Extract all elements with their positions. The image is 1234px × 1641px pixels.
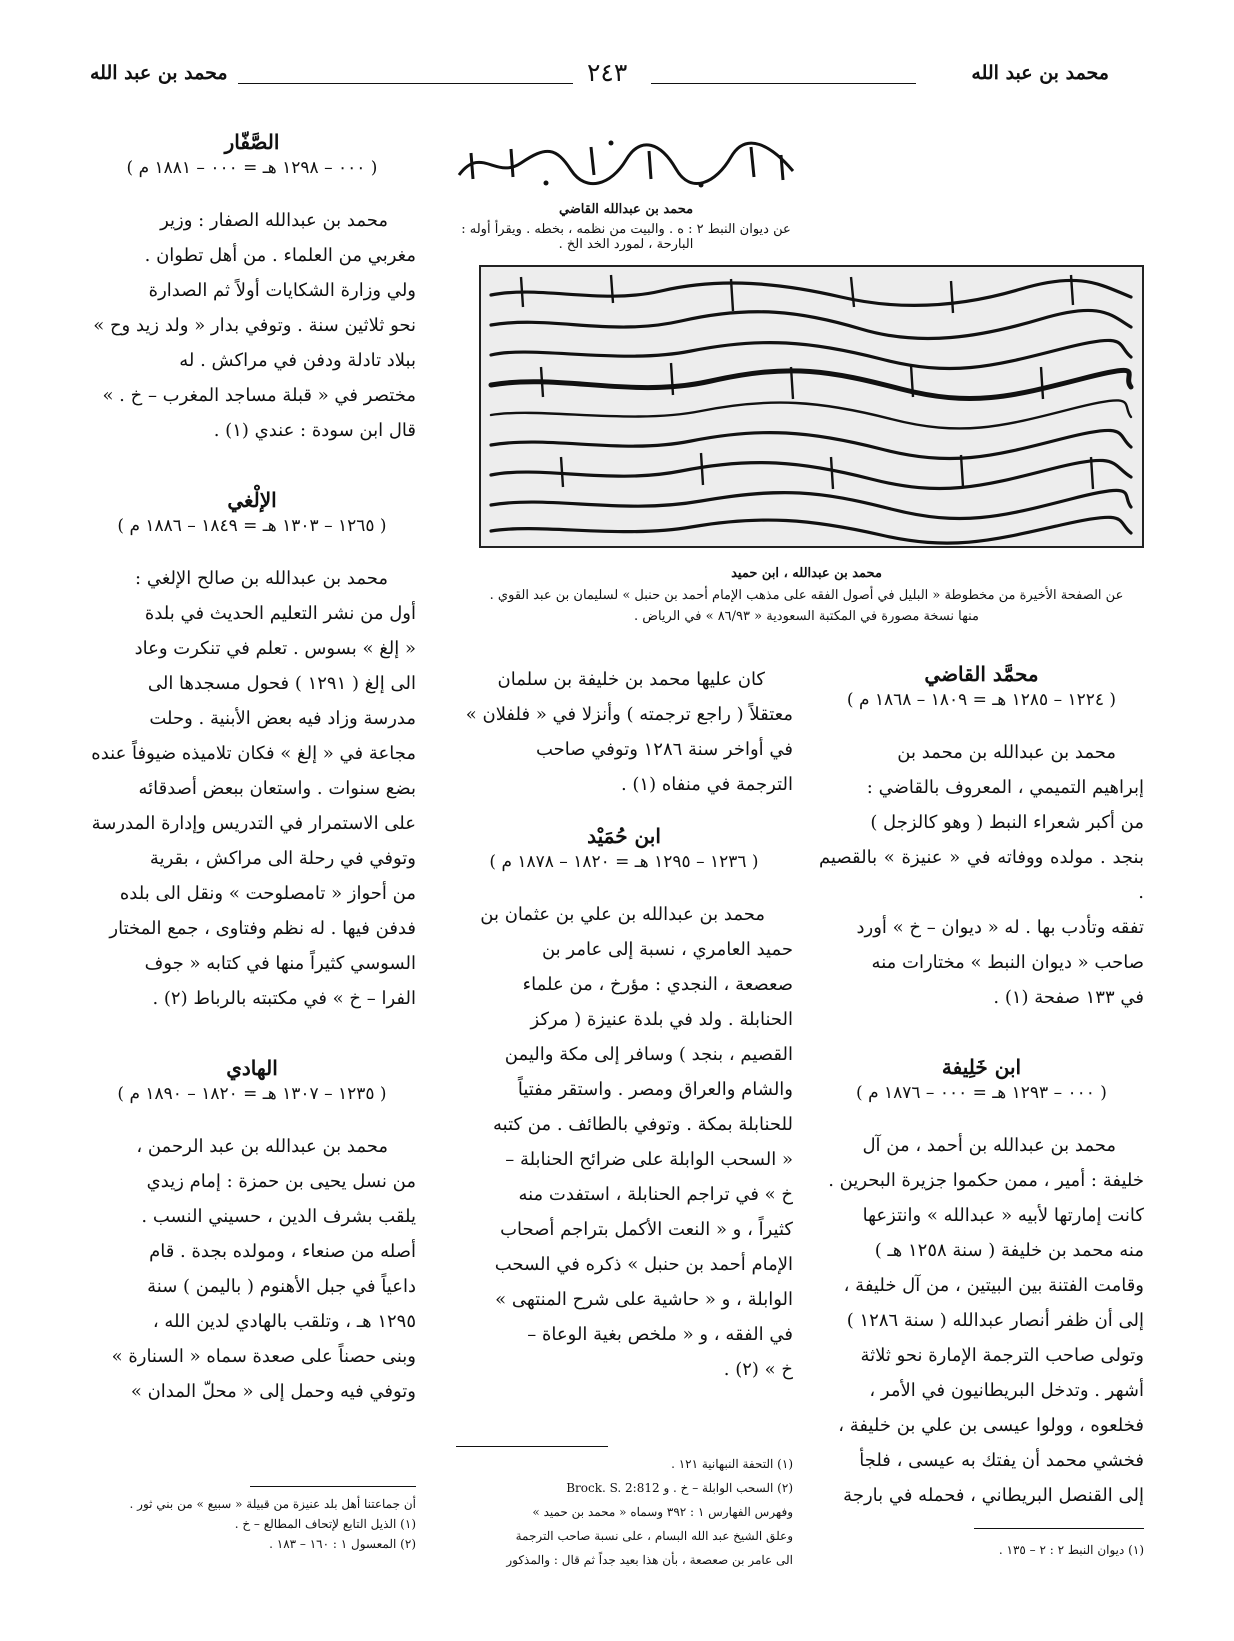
- entry-line: وبنى حصناً على صعدة سماه « السنارة »: [111, 1346, 416, 1367]
- entry-line: بنجد . مولده ووفاته في « عنيزة » بالقصيم .: [819, 847, 1144, 903]
- entry-hadi: [88, 1056, 416, 1409]
- entry-line: الوابلة ، و « حاشية على شرح المنتهى »: [495, 1289, 793, 1310]
- entry-line: أصله من صنعاء ، ومولده بجدة . قام: [149, 1241, 416, 1262]
- entry-dates: ( ١٢٣٥ – ١٣٠٧ هـ = ١٨٢٠ – ١٨٩٠ م ): [117, 1084, 387, 1104]
- entry-line: مجاعة في « إلغ » فكان تلاميذه ضيوفاً عنده: [91, 743, 416, 764]
- continuation-line: في أواخر سنة ١٢٨٦ وتوفي صاحب: [536, 739, 793, 760]
- entry-line: الى إلغ ( ١٢٩١ ) فحول مسجدها الى: [147, 673, 416, 694]
- entry-line: صعصعة ، النجدي : مؤرخ ، من علماء: [522, 974, 793, 995]
- signature-caption-name: محمد بن عبدالله القاضي: [558, 202, 694, 217]
- entry-line: محمد بن عبدالله بن علي بن عثمان بن: [480, 904, 765, 925]
- entry-line: أول من نشر التعليم الحديث في بلدة: [144, 603, 416, 624]
- continuation-line: الترجمة في منفاه (١) .: [620, 774, 793, 795]
- entry-line: محمد بن عبدالله بن محمد بن: [897, 742, 1116, 763]
- entry-dates: ( ١٢٢٤ – ١٢٨٥ هـ = ١٨٠٩ – ١٨٦٨ م ): [846, 690, 1117, 710]
- entry-line: محمد بن عبدالله بن أحمد ، من آل: [862, 1135, 1116, 1156]
- entry-line: وتولى صاحب الترجمة الإمارة نحو ثلاثة: [860, 1345, 1144, 1366]
- footnote: (١) التحفة النبهانية ١٢١ .: [671, 1457, 793, 1471]
- entry-line: نحو ثلاثين سنة . وتوفي بدار « ولد زيد وح »: [93, 315, 416, 336]
- footnotes-middle: [455, 1452, 793, 1572]
- entry-line: للحنابلة بمكة . وتوفي بالطائف . من كتبه: [492, 1114, 793, 1135]
- entry-line: القصيم ، بنجد ) وسافر إلى مكة واليمن: [504, 1044, 793, 1065]
- entry-dates: ( ١٢٣٦ – ١٢٩٥ هـ = ١٨٢٠ – ١٨٧٨ م ): [489, 852, 759, 872]
- entry-ilghi: [88, 488, 416, 1016]
- entry-ibn-khalifa: [819, 1055, 1144, 1513]
- footnote: (٢) المعسول ١ : ١٦٠ – ١٨٣ .: [269, 1537, 416, 1551]
- footnote: الى عامر بن صعصعة ، بأن هذا بعيد جداً ثم قال : والمذكور: [506, 1553, 793, 1567]
- entry-line: كثيراً ، و « النعت الأكمل بتراجم أصحاب: [500, 1219, 793, 1240]
- entry-line: يلقب بشرف الدين ، حسيني النسب .: [141, 1206, 416, 1227]
- manuscript-image: [479, 265, 1144, 548]
- entry-title: الإلْغي: [227, 488, 277, 512]
- entry-line: محمد بن عبدالله بن عبد الرحمن ،: [136, 1136, 388, 1157]
- entry-line: وتوفي في رحلة الى مراكش ، بقرية: [149, 848, 416, 869]
- entry-dates: ( ١٢٦٥ – ١٣٠٣ هـ = ١٨٤٩ – ١٨٨٦ م ): [117, 516, 387, 536]
- entry-line: تفقه وتأدب بها . له « ديوان – خ » أورد: [856, 917, 1144, 938]
- entry-line: حميد العامري ، نسبة إلى عامر بن: [541, 939, 793, 960]
- entry-line: أشهر . وتدخل البريطانيون في الأمر ،: [869, 1380, 1144, 1401]
- entry-line: محمد بن عبدالله الصفار : وزير: [160, 210, 388, 231]
- footnote: وعلق الشيخ عبد الله البسام ، على نسبة صاحب الترجمة: [515, 1529, 793, 1543]
- manuscript-caption-name: محمد بن عبدالله ، ابن حميد: [731, 566, 882, 581]
- entry-dates: ( ٠٠٠ – ١٢٩٣ هـ = ٠٠٠ – ١٨٧٦ م ): [856, 1083, 1107, 1103]
- entry-line: ولي وزارة الشكايات أولاً ثم الصدارة: [148, 280, 416, 301]
- header-rule-left: [238, 83, 573, 84]
- entry-line: ١٢٩٥ هـ ، وتلقب بالهادي لدين الله ،: [152, 1311, 416, 1332]
- entry-line: من أحواز « تامصلوحت » ونقل الى بلده: [119, 883, 416, 904]
- entry-line: ببلاد تادلة ودفن في مراكش . له: [179, 350, 416, 371]
- running-title-left: محمد بن عبد الله: [90, 62, 228, 84]
- page-number: ٢٤٣: [587, 58, 628, 87]
- entry-line: خ » (٢) .: [723, 1359, 793, 1380]
- entry-line: الحنابلة . ولد في بلدة عنيزة ( مركز: [530, 1009, 793, 1030]
- entry-line: صاحب « ديوان النبط » مختارات منه: [871, 952, 1144, 973]
- footnotes-left: [88, 1494, 416, 1554]
- entry-line: داعياً في جبل الأهنوم ( باليمن ) سنة: [147, 1276, 416, 1297]
- entry-line: محمد بن عبدالله بن صالح الإلغي :: [135, 568, 388, 589]
- entry-line: إبراهيم التميمي ، المعروف بالقاضي :: [866, 777, 1144, 798]
- entry-line: في الفقه ، و « ملخص بغية الوعاة –: [527, 1324, 793, 1345]
- header-rule-right: [651, 83, 916, 84]
- entry-line: خ » في تراجم الحنابلة ، استفدت منه: [518, 1184, 793, 1205]
- running-title-right: محمد بن عبد الله: [971, 62, 1109, 84]
- manuscript-caption-line1: عن الصفحة الأخيرة من مخطوطة « البليل في أصول الفقه على مذهب الإمام أحمد بن حنبل » لسليمان بن عبد القوي .: [489, 588, 1124, 603]
- entry-title: محمَّد القاضي: [924, 662, 1039, 686]
- entry-ibn-humaid: [455, 824, 793, 1387]
- entry-line: فخشي محمد أن يفتك به عيسى ، فلجأ: [859, 1450, 1144, 1471]
- entry-line: في ١٣٣ صفحة (١) .: [993, 987, 1144, 1008]
- footnote-rule-middle: [456, 1446, 608, 1447]
- entry-line: كانت إمارتها لأبيه « عبدالله » وانتزعها: [862, 1205, 1144, 1226]
- continuation-line: كان عليها محمد بن خليفة بن سلمان: [497, 669, 765, 690]
- footnote: وفهرس الفهارس ١ : ٣٩٢ وسماه « محمد بن حميد »: [532, 1505, 793, 1519]
- handwritten-verse-image: [451, 135, 801, 190]
- entry-line: من نسل يحيى بن حمزة : إمام زيدي: [146, 1171, 416, 1192]
- footnote: (١) الذيل التابع لإتحاف المطالع – خ .: [234, 1517, 416, 1531]
- entry-title: ابن خَلِيفة: [941, 1055, 1022, 1079]
- entry-line: بضع سنوات . واستعان ببعض أصدقائه: [138, 778, 416, 799]
- entry-line: الإمام أحمد بن حنبل » ذكره في السحب: [494, 1254, 793, 1275]
- entry-line: مدرسة وزاد فيه بعض الأبنية . وحلت: [149, 708, 416, 729]
- manuscript-caption-line2: منها نسخة مصورة في المكتبة السعودية « ٨٦/٩٣ » في الرياض .: [633, 609, 980, 624]
- entry-line: وقامت الفتنة بين البيتين ، من آل خليفة ،: [843, 1275, 1144, 1296]
- column-right: [819, 662, 1144, 1513]
- entry-line: السوسي كثيراً منها في كتابه « جوف: [144, 953, 416, 974]
- entry-line: فخلعوه ، وولوا عيسى بن علي بن خليفة ،: [838, 1415, 1144, 1436]
- entry-dates: ( ٠٠٠ – ١٢٩٨ هـ = ٠٠٠ – ١٨٨١ م ): [126, 158, 378, 178]
- footnote-rule-right: [974, 1528, 1144, 1529]
- signature-caption-source: عن ديوان النبط ٢ : ه . والبيت من نظمه ، بخطه . ويقرأ أوله : البارحة ، لمورد الخد الخ .: [461, 222, 791, 252]
- entry-qadi: [819, 662, 1144, 1015]
- entry-line: منه محمد بن خليفة ( سنة ١٢٥٨ هـ ): [874, 1240, 1144, 1261]
- entry-line: وتوفي فيه وحمل إلى « محلّ المدان »: [130, 1381, 416, 1402]
- entry-line: قال ابن سودة : عندي (١) .: [213, 420, 416, 441]
- entry-line: مختصر في « قبلة مساجد المغرب – خ . »: [102, 385, 416, 406]
- column-middle: [455, 662, 793, 1387]
- entry-title: الهادي: [226, 1056, 278, 1080]
- entry-line: والشام والعراق ومصر . واستقر مفتياً: [517, 1079, 793, 1100]
- entry-line: إلى أن ظفر أنصار عبدالله ( سنة ١٢٨٦ ): [846, 1310, 1144, 1331]
- manuscript-handwriting: [481, 267, 1142, 546]
- footnote: (١) ديوان النبط ٢ : ٢ – ١٣٥ .: [998, 1543, 1144, 1557]
- column-left: [88, 130, 416, 1409]
- entry-line: فدفن فيها . له نظم وفتاوى ، جمع المختار: [109, 918, 416, 939]
- footnote: أن جماعتنا أهل بلد عنيزة من قبيلة « سبيع » من بني ثور .: [129, 1497, 416, 1511]
- entry-line: مغربي من العلماء . من أهل تطوان .: [144, 245, 416, 266]
- entry-line: على الاستمرار في التدريس وإدارة المدرسة: [91, 813, 416, 834]
- entry-line: « إلغ » بسوس . تعلم في تنكرت وعاد: [134, 638, 416, 659]
- entry-line: الفرا – خ » في مكتبته بالرباط (٢) .: [152, 988, 416, 1009]
- entry-line: إلى القنصل البريطاني ، فحمله في بارجة: [843, 1485, 1144, 1506]
- entry-line: خليفة : أمير ، ممن حكموا جزيرة البحرين .: [828, 1170, 1144, 1191]
- footnote: (٢) السحب الوابلة – خ . و Brock. S. 2:812: [566, 1481, 793, 1495]
- entry-line: « السحب الوابلة على ضرائح الحنابلة –: [505, 1149, 793, 1170]
- entry-title: ابن حُمَيْد: [587, 824, 661, 848]
- continuation-line: معتقلاً ( راجع ترجمته ) وأنزلا في « فلفلان »: [465, 704, 793, 725]
- footnotes-right: [819, 1540, 1144, 1560]
- footnote-rule-left: [250, 1486, 416, 1487]
- entry-saffar: [88, 130, 416, 448]
- entry-title: الصَّفّار: [224, 130, 280, 154]
- entry-line: من أكبر شعراء النبط ( وهو كالزجل ): [870, 812, 1144, 833]
